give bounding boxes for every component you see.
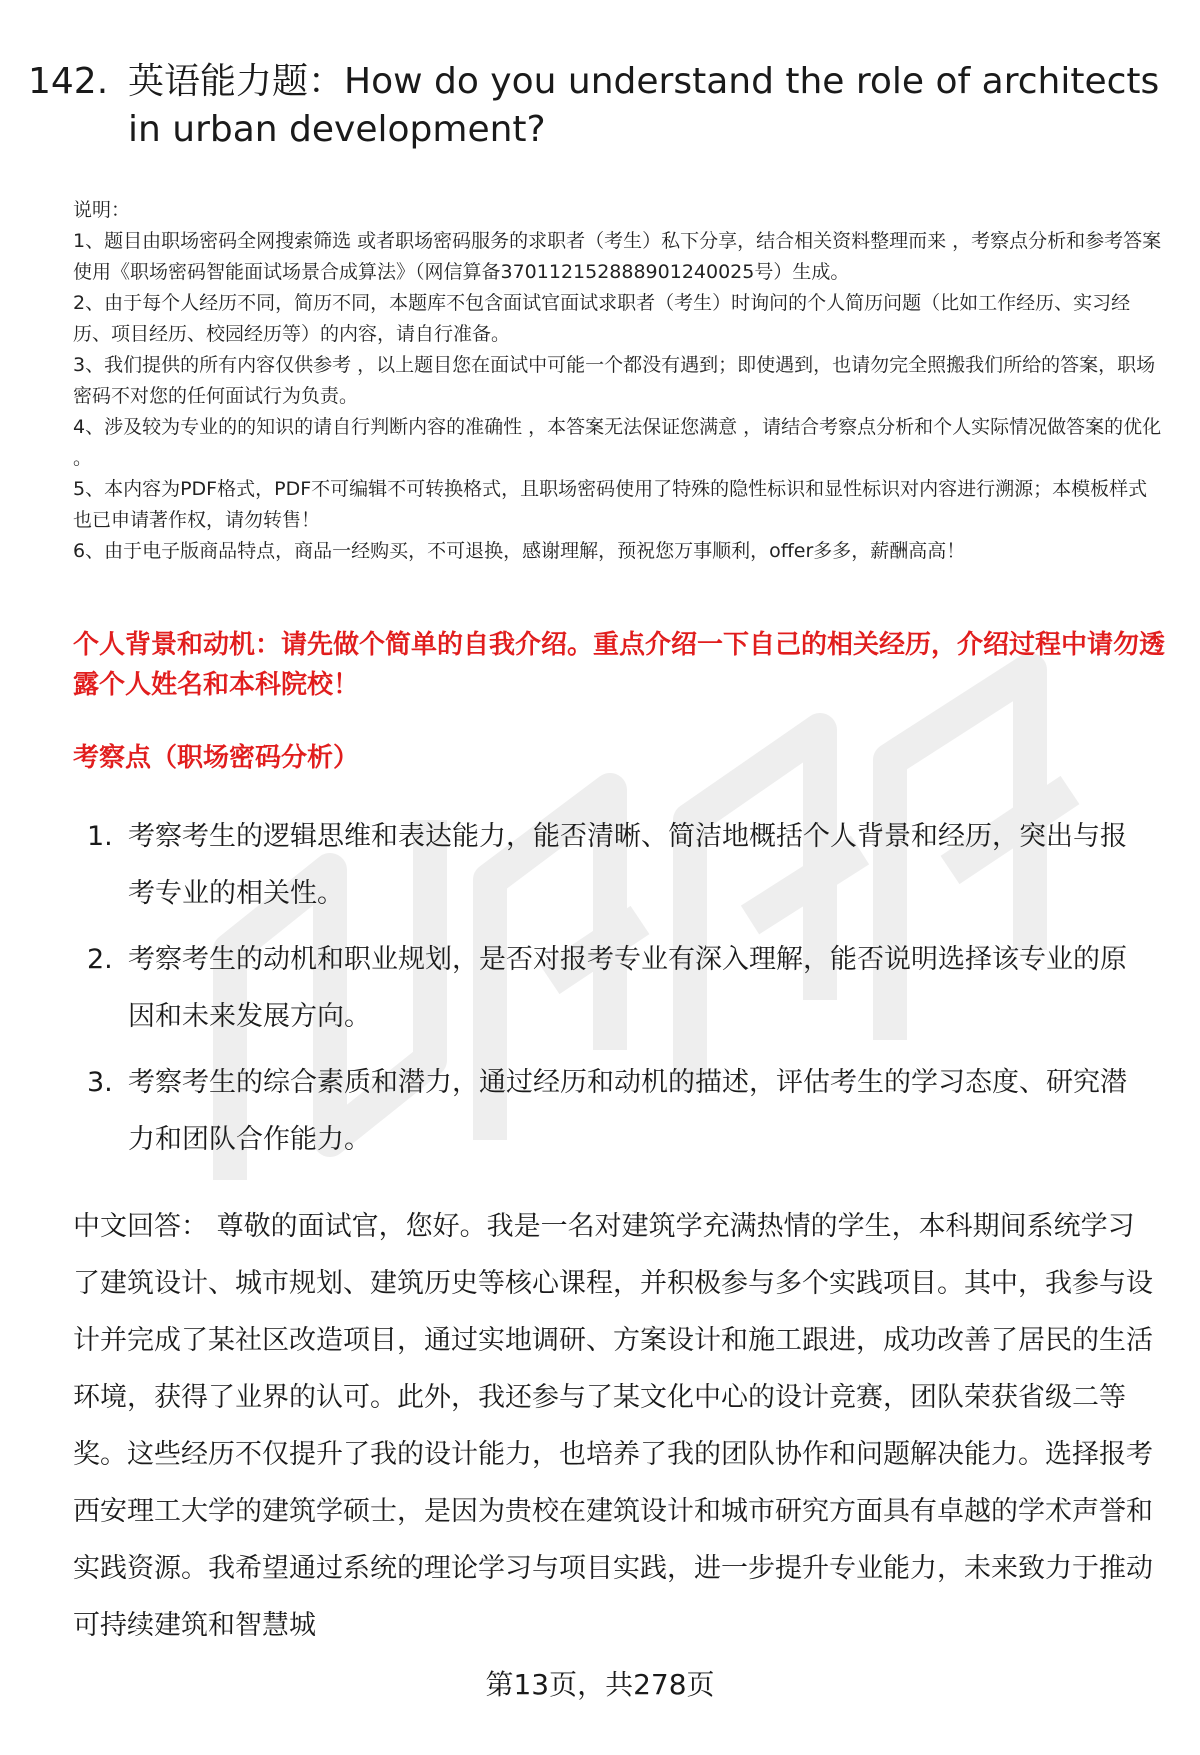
- list-item: [73, 1054, 1153, 1168]
- note-item: 2、由于每个人经历不同，简历不同，本题库不包含面试官面试求职者（考生）时询问的个人简历问题（比如工作经历、实习经历、项目经历、校园经历等）的内容，请自行准备。: [73, 292, 1131, 345]
- answer-paragraph: 中文回答： 尊敬的面试官，您好。我是一名对建筑学充满热情的学生，本科期间系统学习了建筑设计、城市规划、建筑历史等核心课程，并积极参与多个实践项目。其中，我参与设计并完成了某社区改造项目，通过实地调研、方案设计和施工跟进，成功改善了居民的生活环境，获得了业界的认可。此外，我还参与了某文化中心的设计竞赛，团队荣获省级二等奖。这些经历不仅提升了我的设计能力，也培养了我的团队协作和问题解决能力。选择报考西安理工大学的建筑学硕士，是因为贵校在建筑设计和城市研究方面具有卓越的学术声誉和实践资源。我希望通过系统的理论学习与项目实践，进一步提升专业能力，未来致力于推动可持续建筑和智慧城: [73, 1211, 1153, 1641]
- section-heading: 个人背景和动机：请先做个简单的自我介绍。重点介绍一下自己的相关经历，介绍过程中请勿透露个人姓名和本科院校！: [73, 630, 1166, 700]
- list-item-index: 3.: [87, 1067, 113, 1098]
- list-item: [73, 931, 1153, 1045]
- assessment-points-list: [73, 808, 1153, 1177]
- list-item: [73, 808, 1153, 922]
- list-item-text: 考察考生的综合素质和潜力，通过经历和动机的描述，评估考生的学习态度、研究潜力和团队合作能力。: [128, 1067, 1127, 1155]
- question-line-1: 英语能力题：How do you understand the role of architects: [128, 61, 1160, 102]
- note-item: 5、本内容为PDF格式，PDF不可编辑不可转换格式，且职场密码使用了特殊的隐性标识和显性标识对内容进行溯源；本模板样式也已申请著作权，请勿转售！: [73, 478, 1148, 531]
- question-title: [28, 58, 1178, 154]
- list-item-index: 1.: [87, 821, 113, 852]
- list-item-index: 2.: [87, 944, 113, 975]
- note-item: 6、由于电子版商品特点，商品一经购买，不可退换，感谢理解，预祝您万事顺利，offer多多，薪酬高高！: [73, 540, 966, 562]
- list-item-text: 考察考生的动机和职业规划，是否对报考专业有深入理解，能否说明选择该专业的原因和未来发展方向。: [128, 944, 1127, 1032]
- list-item-text: 考察考生的逻辑思维和表达能力，能否清晰、简洁地概括个人背景和经历，突出与报考专业的相关性。: [128, 821, 1127, 909]
- note-item: 1、题目由职场密码全网搜索筛选 或者职场密码服务的求职者（考生）私下分享，结合相关资料整理而来 ，考察点分析和参考答案使用《职场密码智能面试场景合成算法》（网信算备370112152888901240025号）生成。: [73, 230, 1162, 283]
- question-number: 142.: [28, 61, 109, 102]
- note-item: 3、我们提供的所有内容仅供参考 ，以上题目您在面试中可能一个都没有遇到；即使遇到，也请勿完全照搬我们所给的答案，职场密码不对您的任何面试行为负责。: [73, 354, 1156, 407]
- question-line-2: in urban development?: [128, 109, 546, 150]
- notes-block: [73, 195, 1163, 567]
- page-number: 第13页，共278页: [485, 1668, 715, 1701]
- note-item: 4、涉及较为专业的的知识的请自行判断内容的准确性 ，本答案无法保证您满意 ，请结合考察点分析和个人实际情况做答案的优化 。: [73, 416, 1162, 469]
- notes-heading: 说明：: [73, 199, 131, 221]
- section-subheading: 考察点（职场密码分析）: [73, 743, 360, 773]
